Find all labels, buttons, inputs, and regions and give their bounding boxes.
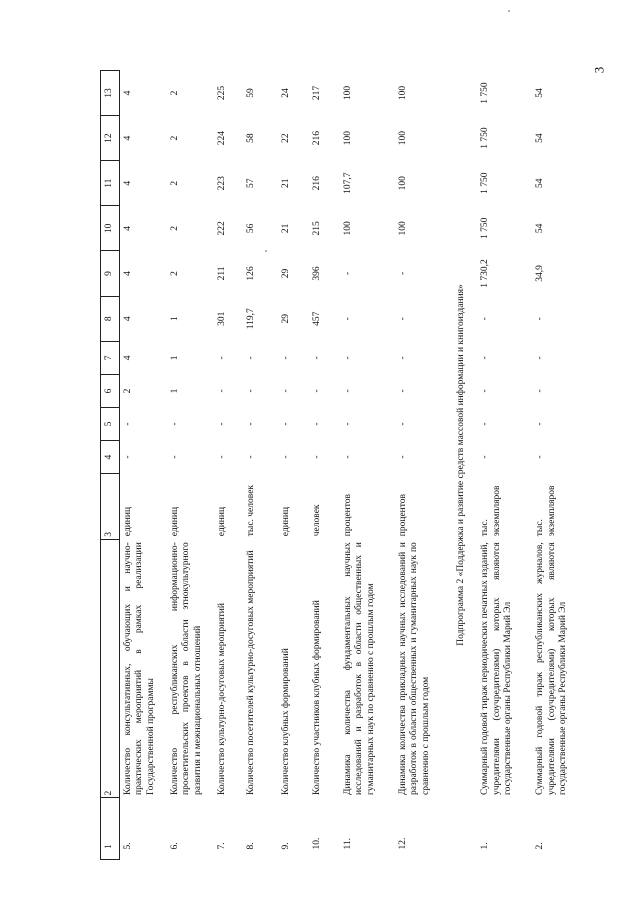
value-cell: 54 [535,88,546,98]
value-cell: 54 [535,178,546,188]
value-cell: - [480,455,491,459]
value-cell: - [398,455,408,459]
row-number: 5. [123,842,133,850]
value-cell: 100 [398,130,408,146]
value-cell: 217 [312,85,322,101]
unit-cell: процентов [398,493,408,537]
value-cell: 215 [312,221,322,236]
table-row [278,71,309,860]
subprogram-header-row [450,71,477,860]
value-cell: 1 750 [480,172,491,194]
row-number: 8. [246,842,256,850]
indicator-name: Суммарный годовой тираж республиканских журналов, учредителями (соучредителями) которых являются государственные органы Республики Марий Эл [535,542,569,795]
subprogram-title: Подпрограмма 2 «Поддержка и развитие средств массовой информации и книгоиздания» [456,284,466,646]
header-cell: 4 [101,441,120,474]
value-cell: - [246,356,256,360]
unit-cell: единиц [281,506,291,537]
value-cell: - [312,356,322,360]
value-cell: - [123,455,133,459]
value-cell: - [343,455,353,459]
row-number: 10. [312,837,322,850]
value-cell: 222 [217,221,227,236]
value-cell: 2 [170,135,180,141]
header-cell: 9 [101,251,120,296]
header-cell: 1 [101,798,120,860]
value-cell: - [312,455,322,459]
value-cell: 1 [170,355,180,361]
header-cell: 3 [101,474,120,540]
indicator-name: Суммарный годовой тираж периодических печатных изданий, учредителями (соучредителями) которых являются государственные органы Республики Марий Эл [480,542,514,795]
header-cell: 6 [101,374,120,407]
row-number: 7. [217,842,227,850]
value-cell: 224 [217,130,227,146]
table-row [477,71,532,860]
value-cell: 100 [343,130,353,146]
indicator-name: Количество посетителей культурно-досуговых мероприятий [246,550,256,795]
header-cell: 5 [101,408,120,441]
value-cell: - [343,271,353,276]
value-cell: - [281,422,291,426]
value-cell: 301 [217,311,227,326]
indicator-name: Динамика количества фундаментальных научных исследований и разработок в области общественных и гуманитарных наук по сравнению с прошлым годом [343,542,376,795]
value-cell: 4 [123,225,133,231]
value-cell: 54 [535,133,546,143]
value-cell: 4 [123,316,133,322]
value-cell: 2 [170,180,180,186]
value-cell: 119,7 [246,308,256,330]
value-cell: - [217,356,227,360]
value-cell: 56 [246,223,256,234]
table-row [243,71,278,860]
value-cell: 100 [343,221,353,236]
value-cell: - [217,422,227,426]
value-cell: 58 [246,133,256,143]
value-cell: - [312,389,322,393]
value-cell: - [535,455,546,459]
unit-cell: человек [312,504,322,537]
value-cell: 1 750 [480,82,491,104]
unit-cell: единиц [123,506,133,537]
row-number: 9. [281,842,291,850]
value-cell: - [398,422,408,426]
row-number: 1. [480,842,491,850]
value-cell: 216 [312,130,322,146]
value-cell: 22 [281,133,291,143]
indicator-name: Количество консультативных, обучающих и научно-практических мероприятий в рамках реализации Государственной программы [123,542,156,795]
value-cell: - [343,356,353,360]
row-number: 12. [398,837,408,850]
row-number: 11. [343,837,353,850]
header-cell: 2 [101,539,120,798]
value-cell: 34,9 [535,265,546,282]
value-cell: - [281,356,291,360]
value-cell: 4 [123,90,133,96]
value-cell: 107,7 [343,172,353,194]
value-cell: - [398,389,408,393]
table-row [214,71,243,860]
indicator-name: Количество участников клубных формирований [312,600,322,795]
value-cell: 24 [281,88,291,98]
value-cell: 2 [123,388,133,394]
value-cell: 59 [246,88,256,98]
value-cell: 225 [217,85,227,101]
header-cell: 13 [101,71,120,116]
page-number: 3 [591,66,607,74]
value-cell: 1 750 [480,127,491,149]
value-cell: 1 [170,316,180,322]
rotated-table-page [100,70,600,860]
value-cell: 4 [123,355,133,361]
value-cell: - [480,317,491,321]
header-cell: 11 [101,161,120,206]
value-cell: 54 [535,223,546,234]
value-cell: 1 750 [480,217,491,240]
indicator-name: Количество культурно-досуговых мероприятий [217,603,227,795]
header-cell: 10 [101,206,120,251]
value-cell: 100 [343,85,353,101]
indicator-name: Динамика количества прикладных научных исследований и разработок в области общественных и гуманитарных наук по сравнению с прошлым годом [398,542,431,795]
value-cell: 29 [281,313,291,324]
value-cell: - [398,271,408,276]
value-cell: - [170,422,180,426]
scan-speck [508,10,510,12]
value-cell: - [312,422,322,426]
table-row [167,71,214,860]
value-cell: 57 [246,178,256,188]
value-cell: - [343,422,353,426]
value-cell: 100 [398,176,408,191]
unit-cell: процентов [343,493,353,537]
unit-cell: единиц [170,506,180,537]
value-cell: 100 [398,221,408,236]
value-cell: - [343,389,353,393]
value-cell: 211 [217,266,227,281]
value-cell: - [480,356,491,360]
row-number: 2. [535,842,546,850]
value-cell: - [398,317,408,321]
value-cell: - [480,422,491,426]
indicator-name: Количество клубных формирований [281,648,291,795]
value-cell: 29 [281,268,291,279]
value-cell: 21 [281,178,291,188]
table-header-row [101,71,120,860]
table-row [395,71,450,860]
value-cell: - [246,422,256,426]
value-cell: - [281,389,291,393]
value-cell: 396 [312,266,322,281]
value-cell: 457 [312,311,322,326]
table-row [120,71,168,860]
row-number: 6. [170,842,180,850]
value-cell: 2 [170,271,180,276]
indicators-table [100,70,576,860]
header-cell: 12 [101,116,120,161]
value-cell: - [535,317,546,321]
value-cell: - [398,356,408,360]
table-row [532,71,575,860]
value-cell: - [246,389,256,393]
value-cell: - [170,455,180,459]
value-cell: 223 [217,176,227,191]
value-cell: 2 [170,225,180,231]
value-cell: 126 [246,266,256,281]
header-cell: 7 [101,341,120,374]
value-cell: - [217,455,227,459]
value-cell: 21 [281,223,291,234]
value-cell: - [535,422,546,426]
value-cell: 4 [123,271,133,276]
value-cell: 4 [123,180,133,186]
value-cell: 4 [123,135,133,141]
value-cell: - [535,356,546,360]
table-row [309,71,340,860]
value-cell: - [217,389,227,393]
value-cell: - [343,317,353,321]
value-cell: - [123,422,133,426]
unit-cell: единиц [217,506,227,537]
value-cell: 216 [312,176,322,191]
value-cell: 1 730,2 [480,259,491,288]
value-cell: - [246,455,256,459]
unit-cell: тыс. человек [246,484,256,537]
value-cell: - [281,455,291,459]
unit-cell: тыс. экземпляров [535,485,557,537]
value-cell: 2 [170,90,180,96]
unit-cell: тыс. экземпляров [480,485,502,537]
value-cell: - [480,389,491,393]
indicator-name: Количество республиканских информационно-просветительских проектов в области этнокультурного развития и межнациональных отношений [170,542,203,795]
value-cell: - [535,389,546,393]
value-cell: 1 [170,388,180,394]
value-cell: 100 [398,85,408,101]
header-cell: 8 [101,296,120,341]
table-row [340,71,395,860]
